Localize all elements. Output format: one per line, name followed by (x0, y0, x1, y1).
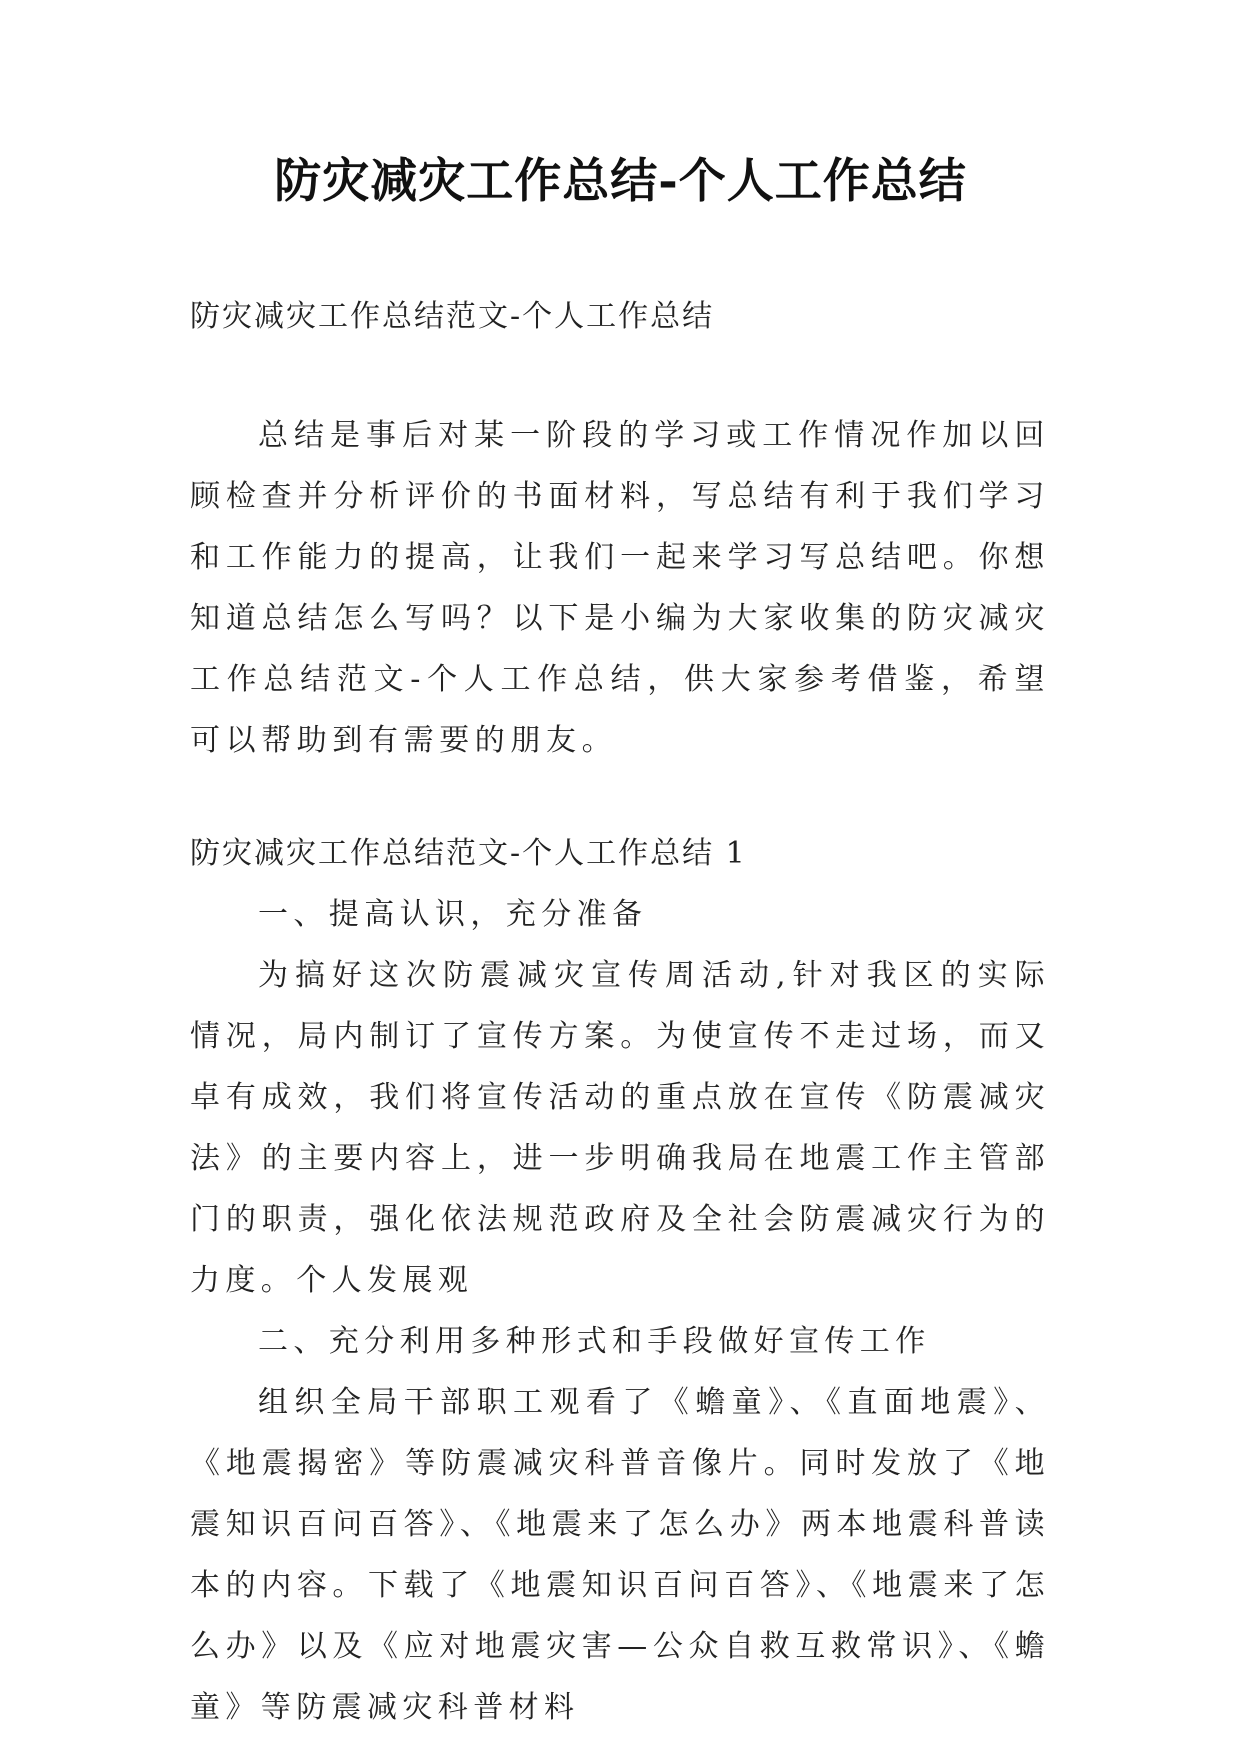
section-1 (190, 823, 1050, 1738)
item-2-heading: 二、充分利用多种形式和手段做好宣传工作 (258, 1324, 931, 1359)
item-1-paragraph: 为搞好这次防震减灾宣传周活动,针对我区的实际情况，局内制订了宣传方案。为使宣传不走过场，而又卓有成效，我们将宣传活动的重点放在宣传《防震减灾法》的主要内容上，进一步明确我局在地震工作主管部门的职责，强化依法规范政府及全社会防震减灾行为的力度。个人发展观 (190, 958, 1050, 1298)
document-title: 防灾减灾工作总结-个人工作总结 (274, 154, 967, 209)
item-2-paragraph: 组织全局干部职工观看了《蟾童》、《直面地震》、《地震揭密》等防震减灾科普音像片。同时发放了《地震知识百问百答》、《地震来了怎么办》两本地震科普读本的内容。下载了《地震知识百问百答》、《地震来了怎么办》以及《应对地震灾害—公众自救互救常识》、《蟾童》等防震减灾科普材料 (190, 1385, 1050, 1725)
item-1-heading: 一、提高认识，充分准备 (258, 897, 648, 932)
intro-paragraph: 总结是事后对某一阶段的学习或工作情况作加以回顾检查并分析评价的书面材料，写总结有利于我们学习和工作能力的提高，让我们一起来学习写总结吧。你想知道总结怎么写吗？以下是小编为大家收集的防灾减灾工作总结范文-个人工作总结，供大家参考借鉴，希望可以帮助到有需要的朋友。 (190, 418, 1050, 758)
document-subtitle: 防灾减灾工作总结范文-个人工作总结 (190, 299, 715, 334)
section-1-heading: 防灾减灾工作总结范文-个人工作总结 1 (190, 836, 747, 871)
